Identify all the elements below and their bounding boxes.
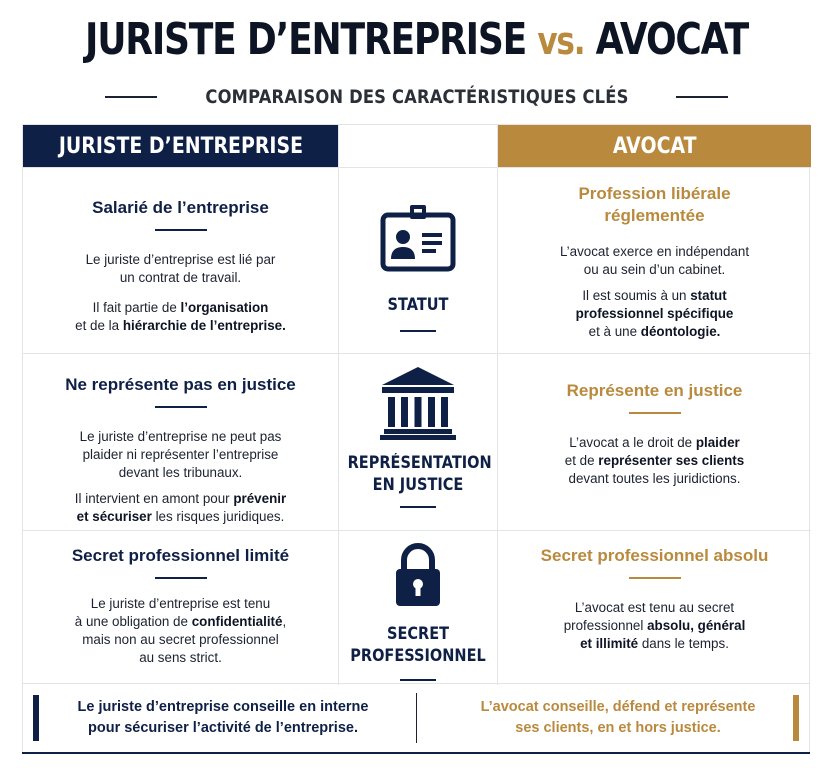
- row-secret-label: [338, 542, 498, 681]
- body-text: et de: [564, 453, 599, 468]
- cell-text: [498, 434, 811, 488]
- body-text: devant les tribunaux.: [118, 465, 243, 480]
- emphasis-text: confidentialité: [191, 614, 283, 629]
- cell-heading: Représente en justice: [566, 381, 743, 400]
- cell-text: [498, 287, 811, 341]
- header-avocat: AVOCAT: [498, 125, 811, 167]
- body-text: au sens strict.: [139, 650, 222, 665]
- body-text: et à une: [588, 324, 641, 339]
- emphasis-text: prévenir: [233, 491, 287, 506]
- label-underline: [400, 506, 436, 508]
- cell-heading: Salarié de l’entreprise: [92, 198, 269, 217]
- emphasis-text: déontologie.: [640, 324, 721, 339]
- id-badge-icon: [379, 203, 457, 273]
- cell-text: [23, 251, 338, 287]
- emphasis-text: absolu, général: [647, 618, 746, 633]
- summary-juriste: Le juriste d’entreprise conseille en interne pour sécuriser l’activité de l’entreprise.: [77, 699, 369, 736]
- body-text: dans le temps.: [638, 636, 729, 651]
- emphasis-text: l’organisation: [180, 300, 269, 315]
- summary-footer: [22, 683, 810, 753]
- header-juriste: JURISTE D’ENTREPRISE: [23, 125, 338, 167]
- heading-underline: [155, 577, 207, 579]
- padlock-icon: [393, 542, 443, 608]
- cell-heading: Ne représente pas en justice: [65, 375, 296, 394]
- row-statut-left: [23, 197, 338, 335]
- subtitle-row: [0, 84, 833, 110]
- body-text: Le juriste d’entreprise ne peut pas: [79, 429, 282, 444]
- label-underline: [400, 679, 436, 681]
- summary-avocat: L’avocat conseille, défend et représente ses clients, en et hors justice.: [480, 699, 756, 736]
- row-secret-right: [498, 545, 811, 653]
- emphasis-text: et sécuriser: [76, 509, 152, 524]
- row-statut-right: [498, 183, 811, 341]
- row-divider: [23, 167, 811, 168]
- cell-text: [23, 490, 338, 526]
- body-text: professionnel: [563, 618, 648, 633]
- body-text: plaider ni représenter l’entreprise: [82, 447, 279, 462]
- row-secret-left: [23, 545, 338, 667]
- body-text: à une obligation de: [74, 614, 192, 629]
- emphasis-text: représenter ses clients: [598, 453, 745, 468]
- criterion-label: SECRET PROFESSIONNEL: [350, 624, 486, 665]
- title-vs: vs.: [537, 19, 585, 63]
- body-text: devant toutes les juridictions.: [568, 471, 741, 486]
- bottom-rule: [22, 752, 810, 754]
- body-text: mais non au secret professionnel: [82, 632, 279, 647]
- criterion-label: REPRÉSENTATION EN JUSTICE: [347, 453, 492, 494]
- page-title: [75, 14, 758, 65]
- body-text: Le juriste d’entreprise est tenu: [90, 596, 271, 611]
- cell-text: [23, 595, 338, 667]
- body-text: L’avocat est tenu au secret: [574, 600, 735, 615]
- body-text: et de la: [75, 318, 123, 333]
- emphasis-text: hiérarchie de l’entreprise.: [122, 318, 286, 333]
- subtitle-rule-right: [676, 96, 728, 98]
- heading-underline: [629, 412, 681, 414]
- row-statut-label: [338, 203, 498, 332]
- body-text: L’avocat a le droit de: [569, 435, 696, 450]
- cell-heading: Secret professionnel limité: [71, 546, 290, 565]
- body-text: Il est soumis à un: [582, 288, 691, 303]
- body-text: Il fait partie de: [92, 300, 181, 315]
- body-text: L’avocat exerce en indépendant: [559, 244, 750, 259]
- title-left: JURISTE D’ENTREPRISE: [85, 14, 526, 65]
- cell-text: [498, 599, 811, 653]
- emphasis-text: statut: [690, 288, 727, 303]
- subtitle-rule-left: [105, 96, 157, 98]
- row-representation-left: [23, 374, 338, 526]
- body-text: Il intervient en amont pour: [74, 491, 234, 506]
- footer-divider: [416, 693, 417, 743]
- emphasis-text: et illimité: [580, 636, 639, 651]
- subtitle: COMPARAISON DES CARACTÉRISTIQUES CLÉS: [204, 86, 629, 108]
- row-representation-right: [498, 380, 811, 488]
- cell-heading: Profession libérale réglementée: [578, 184, 731, 225]
- cell-heading: Secret professionnel absolu: [540, 546, 769, 565]
- heading-underline: [629, 577, 681, 579]
- courthouse-icon: [380, 365, 456, 441]
- emphasis-text: plaider: [695, 435, 740, 450]
- cell-text: [23, 299, 338, 335]
- heading-underline: [155, 406, 207, 408]
- label-underline: [400, 330, 436, 332]
- body-text: ou au sein d’un cabinet.: [583, 262, 726, 277]
- title-right: AVOCAT: [595, 14, 748, 65]
- accent-bar-navy: [33, 695, 39, 741]
- body-text: les risques juridiques.: [151, 509, 285, 524]
- row-divider: [23, 530, 811, 531]
- accent-bar-gold: [793, 695, 799, 741]
- criterion-label: STATUT: [387, 295, 449, 314]
- body-text: Le juriste d’entreprise est lié par: [85, 252, 276, 267]
- cell-text: [23, 428, 338, 482]
- comparison-table: [22, 124, 810, 684]
- body-text: un contrat de travail.: [119, 270, 242, 285]
- heading-underline: [155, 229, 207, 231]
- body-text: ,: [282, 614, 287, 629]
- row-representation-label: [338, 365, 498, 508]
- row-divider: [23, 353, 811, 354]
- emphasis-text: professionnel spécifique: [575, 306, 734, 321]
- cell-text: [498, 243, 811, 279]
